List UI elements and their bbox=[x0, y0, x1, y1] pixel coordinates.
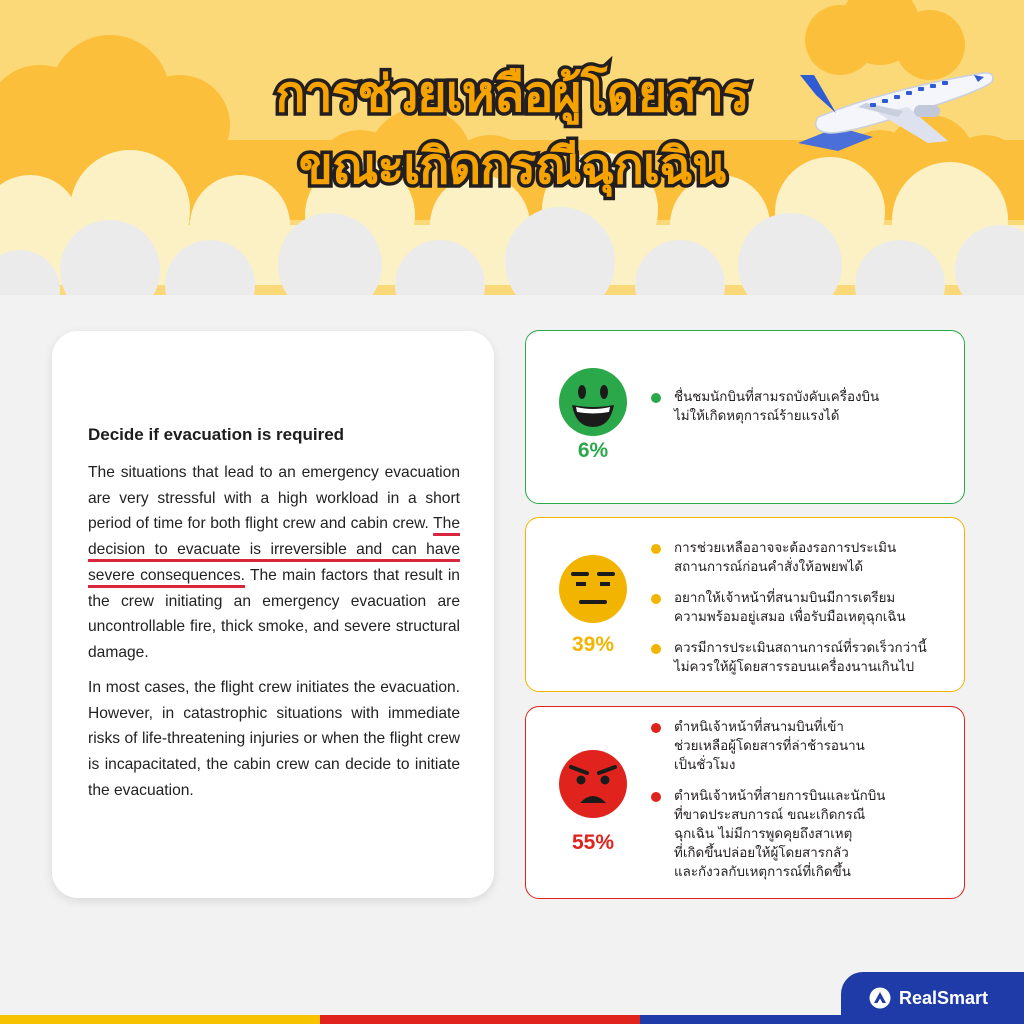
feedback-item bbox=[648, 589, 953, 627]
bar-segment-yellow bbox=[0, 1015, 320, 1024]
airplane-icon bbox=[778, 55, 998, 155]
excerpt-paragraph-1 bbox=[88, 460, 460, 666]
bullet-dot-icon bbox=[651, 544, 661, 554]
percentage-label: 6% bbox=[577, 439, 609, 462]
feedback-item bbox=[648, 539, 953, 577]
bullet-dot-icon bbox=[651, 594, 661, 604]
feedback-list bbox=[648, 539, 953, 689]
excerpt-text: The main factors that result in the crew initiating an emergency evacuation are uncontrollable fire, thick smoke, and severe structural damage. bbox=[88, 566, 460, 661]
neutral-face-icon bbox=[558, 554, 628, 624]
feedback-item bbox=[648, 787, 953, 882]
highlighted-sentence: The decision to evacuate is irreversible and can have severe consequences. bbox=[88, 515, 460, 584]
feedback-item bbox=[648, 718, 953, 775]
percentage-label: 55% bbox=[571, 831, 615, 854]
brand-mark-icon bbox=[869, 987, 891, 1009]
excerpt-heading: Decide if evacuation is required bbox=[88, 425, 345, 444]
feedback-text: ตำหนิเจ้าหน้าที่สายการบินและนักบิน ที่ขาดประสบการณ์ ขณะเกิดกรณี ฉุกเฉิน ไม่มีการพูดคุยถึงสาเหตุ ที่เกิดขึ้นปล่อยให้ผู้โดยสารกลัว และกังวลกับเหตุการณ์ที่เกิดขึ้น bbox=[674, 789, 886, 880]
feedback-item bbox=[648, 388, 953, 426]
feedback-text: ตำหนิเจ้าหน้าที่สนามบินที่เข้า ช่วยเหลือผู้โดยสารที่ล่าช้ารอนาน เป็นชั่วโมง bbox=[674, 720, 865, 773]
feedback-list bbox=[648, 388, 953, 438]
feedback-text: อยากให้เจ้าหน้าที่สนามบินมีการเตรียม ความพร้อมอยู่เสมอ เพื่อรับมือเหตุฉุกเฉิน bbox=[674, 591, 906, 625]
feedback-item bbox=[648, 639, 953, 677]
bullet-dot-icon bbox=[651, 644, 661, 654]
percentage-label: 39% bbox=[571, 633, 615, 656]
bar-segment-red bbox=[320, 1015, 640, 1024]
bullet-dot-icon bbox=[651, 393, 661, 403]
excerpt-text: The situations that lead to an emergency evacuation are very stressful with a high workload in a short period of time for both flight crew and cabin crew. bbox=[88, 464, 460, 533]
page-title-line-1: การช่วยเหลือผู้โดยสาร bbox=[275, 65, 749, 123]
bullet-dot-icon bbox=[651, 792, 661, 802]
negative-sentiment-card bbox=[525, 706, 965, 899]
feedback-text: ชื่นชมนักบินที่สามรถบังคับเครื่องบิน ไม่ให้เกิดหตุการณ์ร้ายแรงได้ bbox=[674, 390, 880, 424]
brand-logo bbox=[841, 972, 1024, 1024]
excerpt-paragraph-2: In most cases, the flight crew initiates the evacuation. However, in catastrophic situations with immediate risks of life-threatening injuries or when the flight crew is incapacitated, the cabin crew can decide to initiate the evacuation. bbox=[88, 679, 460, 799]
angry-face-icon bbox=[558, 749, 628, 819]
positive-sentiment-card bbox=[525, 330, 965, 504]
bullet-dot-icon bbox=[651, 723, 661, 733]
article-excerpt-card bbox=[52, 331, 494, 898]
brand-name: RealSmart bbox=[899, 987, 989, 1008]
feedback-text: การช่วยเหลืออาจจะต้องรอการประเมิน สถานการณ์ก่อนคำสั่งให้อพยพได้ bbox=[674, 541, 897, 575]
feedback-list bbox=[648, 718, 953, 894]
page-title-line-2: ขณะเกิดกรณีฉุกเฉิน bbox=[298, 137, 726, 195]
neutral-sentiment-card bbox=[525, 517, 965, 692]
feedback-text: ควรมีการประเมินสถานการณ์ที่รวดเร็วกว่านี้ ไม่ควรให้ผู้โดยสารรอบนเครื่องนานเกินไป bbox=[674, 641, 927, 675]
happy-face-icon bbox=[558, 367, 628, 437]
